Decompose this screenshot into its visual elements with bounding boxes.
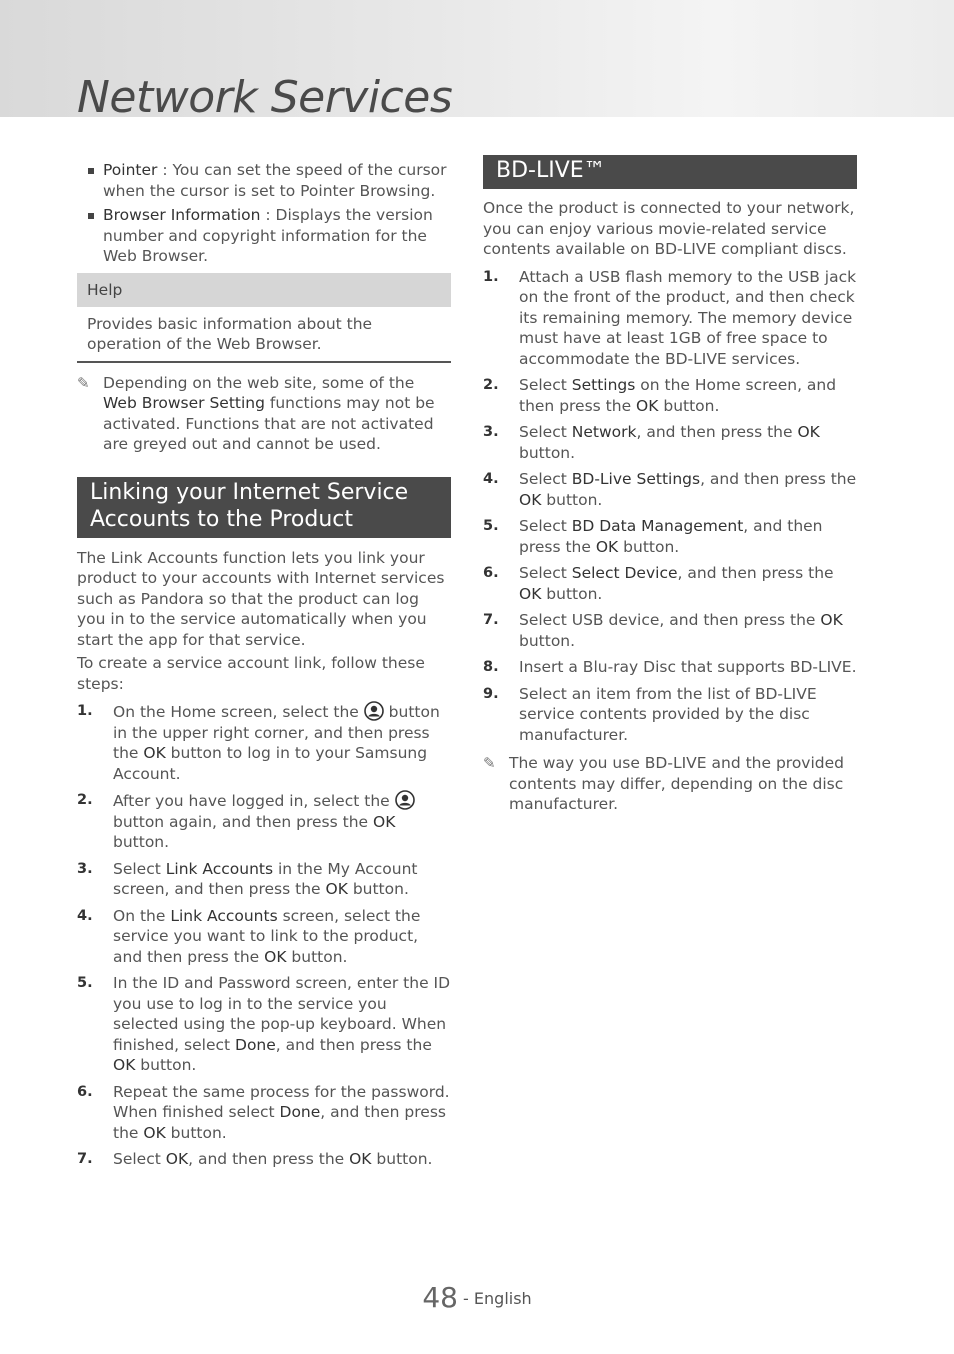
page-number: 48 [422, 1281, 458, 1314]
step-item: 2. After you have logged in, select the button again, and then press the OK button. [77, 790, 451, 853]
page-header-band [0, 0, 954, 123]
section-heading: Linking your Internet Service Accounts to the Product [77, 477, 451, 538]
page-title: Network Services [77, 72, 453, 123]
intro-paragraph: Once the product is connected to your network, you can enjoy various movie-related service contents available on BD-LIVE compliant discs. [483, 199, 855, 258]
list-item: Browser Information : Displays the version number and copyright information for the Web Browser. [77, 205, 451, 267]
step-item: 4. On the Link Accounts screen, select the service you want to link to the product, and then press the OK button. [77, 906, 421, 966]
step-item: 3. Select Link Accounts in the My Account screen, and then press the OK button. [77, 859, 418, 898]
step-item: 6. Repeat the same process for the password. When finished select Done, and then press the OK button. [77, 1082, 450, 1142]
step-item: 3. Select Network, and then press the OK button. [483, 423, 820, 462]
step-item: 7. Select OK, and then press the OK button. [77, 1150, 433, 1168]
step-item: 8. Insert a Blu-ray Disc that supports BD-LIVE. [483, 658, 857, 676]
pencil-note-icon: ✎ [77, 373, 90, 392]
page-footer: 48 - English [422, 1281, 532, 1314]
note: ✎ Depending on the web site, some of the Web Browser Setting functions may not be activated. Functions that are not activated are greyed out and cannot be used. [77, 373, 435, 453]
list-item: Pointer : You can set the speed of the cursor when the cursor is set to Pointer Browsing. [77, 160, 451, 201]
step-item: 7. Select USB device, and then press the OK button. [483, 611, 843, 650]
step-item: 2. Select Settings on the Home screen, and then press the OK button. [483, 376, 837, 415]
account-icon [364, 701, 384, 721]
language-label: English [473, 1289, 532, 1308]
step-item: 5. In the ID and Password screen, enter the ID you use to log in to the service you selected using the pop-up keyboard. When finished, select Done, and then press the OK button. [77, 974, 451, 1074]
step-list [77, 701, 451, 1170]
step-item: 5. Select BD Data Management, and then press the OK button. [483, 517, 823, 556]
note: ✎ The way you use BD-LIVE and the provided contents may differ, depending on the disc manufacturer. [483, 754, 844, 813]
step-list [483, 267, 857, 746]
step-item: 1. Attach a USB flash memory to the USB jack on the front of the product, and then check its remaining memory. The memory device must have at least 1GB of free space to accommodate the BD-LIVE services. [483, 267, 857, 368]
step-item: 1. On the Home screen, select the button in the upper right corner, and then press the OK button to log in to your Samsung Account. [77, 703, 440, 783]
intro-paragraph: The Link Accounts function lets you link your product to your accounts with Internet services such as Pandora so that the product can log you in to the service automatically when you start the app for that service. [77, 548, 445, 649]
help-table-body: Provides basic information about the operation of the Web Browser. [77, 307, 451, 363]
intro-paragraph: To create a service account link, follow these steps: [77, 654, 425, 693]
section-heading: BD-LIVE™ [483, 155, 857, 189]
right-column [483, 155, 857, 815]
step-item: 6. Select Select Device, and then press the OK button. [483, 564, 834, 603]
account-icon [395, 790, 415, 810]
step-item: 9. Select an item from the list of BD-LIVE service contents provided by the disc manufacturer. [483, 684, 817, 744]
pencil-note-icon: ✎ [483, 754, 496, 772]
option-bullet-list [77, 160, 451, 267]
help-table-header: Help [77, 273, 451, 307]
step-item: 4. Select BD-Live Settings, and then press the OK button. [483, 470, 857, 509]
left-column [77, 160, 451, 1176]
